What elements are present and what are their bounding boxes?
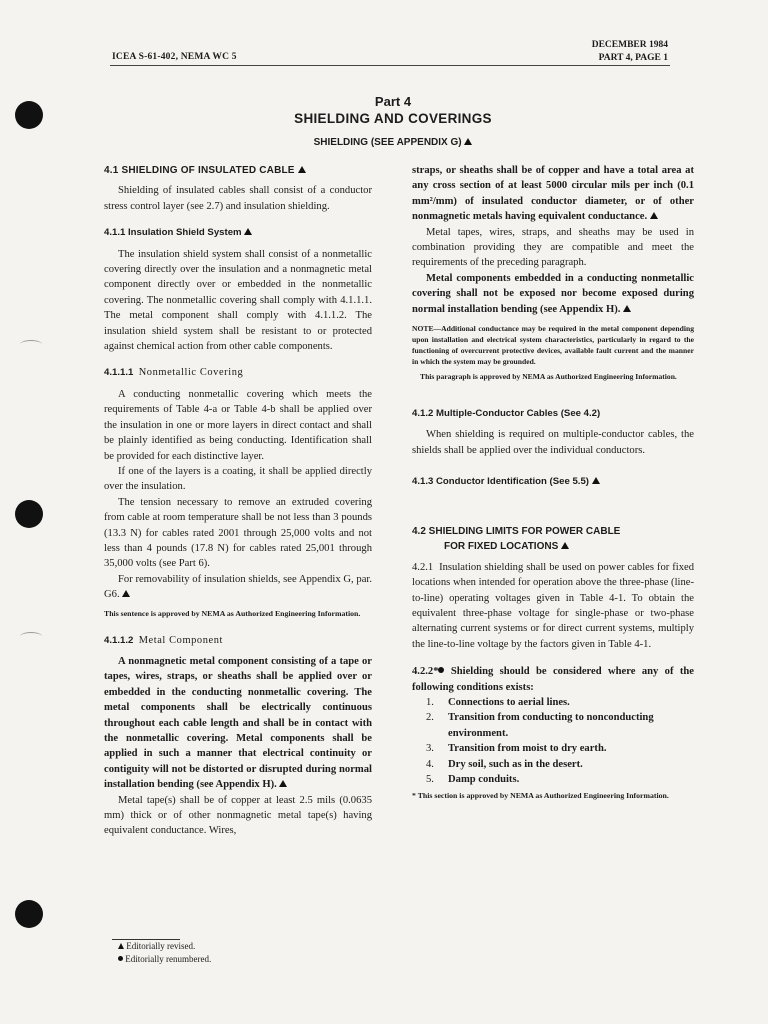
paragraph-text: Insulation shielding shall be used on power cables for fixed locations when intended for operation above the three-phase (line-to-line) operating voltages given in Table 4-1. To obtain the equivalent three-phase voltage for single-phase or two-phase alternating current systems or for direct current systems, multiply the line-to-line voltage by the factors given in Table 4-1. [412,561,694,650]
heading-text: 4.1.1 Insulation Shield System [104,227,242,239]
right-column [412,163,694,801]
section-4-1-3-heading [412,474,694,489]
asterisk: * [412,791,416,801]
section-4-1-1-1-heading [104,365,372,380]
section-4-1-1-heading [104,225,372,240]
note-text: This section is approved by NEMA as Authorized Engineering Information. [417,791,669,801]
list-item [426,772,694,787]
embedded-metal-text [412,271,694,317]
edge-mark [20,340,42,349]
paragraph-text: Metal components embedded in a conducting nonmetallic covering shall not be exposed nor become exposed during normal installation bending (see Appendix H). [412,272,694,315]
page-title: SHIELDING AND COVERINGS [294,111,492,126]
list-item [426,757,694,772]
triangle-icon [561,542,569,549]
edge-mark [20,632,42,641]
section-4-2-1-text [412,560,694,652]
footnote-text: Editorially revised. [126,941,196,951]
section-4-1-1-2-heading [104,633,372,648]
list-item [426,695,694,710]
nema-approval-note: This sentence is approved by NEMA as Authorized Engineering Information. [104,608,361,618]
triangle-icon [464,138,472,145]
list-number: 5. [426,773,434,785]
triangle-icon [298,166,306,173]
list-text: Transition from moist to dry earth. [448,743,607,755]
section-4-1-text: Shielding of insulated cables shall consist of a conductor stress control layer (see 2.7) and insulation shielding. [104,185,372,212]
footnote-text: Editorially renumbered. [125,954,212,964]
heading-text: Metal Component [138,634,224,646]
section-number: 4.2.2* [412,666,439,678]
triangle-icon [279,780,287,787]
heading-text: 4.1.3 Conductor Identification (See 5.5) [412,476,589,488]
section-4-1-1-1-p3: The tension necessary to remove an extruded covering from cable at room temperature shall be not less than 3 pounds (13.3 N) for cables rated 2001 through 25,000 volts and not less than 4 pounds (17.8 N) for cables rated 25,001 through 35,000 volts (see Part 6). [104,496,372,570]
list-number: 2. [426,712,434,724]
triangle-icon [118,943,124,949]
triangle-icon [623,305,631,312]
heading-text: 4.1 SHIELDING OF INSULATED CABLE [104,165,295,176]
footnote-rule [112,939,180,940]
section-number: 4.2.1 [412,561,434,573]
header-right [592,39,668,65]
heading-number: 4.1.1.2 [104,634,134,646]
note-approval: This paragraph is approved by NEMA as Authorized Engineering Information. [420,372,677,382]
section-4-1-1-1-p2: If one of the layers is a coating, it shall be applied directly over the insulation. [104,465,372,493]
heading-number: 4.1.1.1 [104,367,134,379]
header-left: ICEA S-61-402, NEMA WC 5 [112,52,237,62]
triangle-icon [122,590,130,597]
list-item [426,741,694,756]
bullet-dot-icon [438,667,444,673]
paragraph-text: A nonmagnetic metal component consisting of a tape or tapes, wires, straps, or sheaths shall be applied over or embedded in the conducting nonmetallic covering. The metal components shall be electrically continuous throughout each cable length and shall be in contact with the nonmetallic covering. Metal components shall be applied in such a manner that electrical continuity or contiguity will not be distorted or disrupted during normal installation bending (see Appendix H). [104,655,372,791]
section-4-2-2-text [412,664,694,695]
section-4-1-2-heading: 4.1.2 Multiple-Conductor Cables (See 4.2) [412,408,601,420]
section-4-2-heading-line2 [412,539,694,554]
list-text: Damp conduits. [448,773,520,785]
bullet-dot-icon [118,956,123,961]
paragraph-text: straps, or sheaths shall be of copper and have a total area at any cross section of at least 5000 circular mils per inch (0.1 mm²/mm) of insulated conductor diameter, or of other nonmagnetic metals having equivalent conductance. [412,165,694,223]
binder-hole-icon [15,900,43,928]
footnote-renumbered [118,954,211,964]
section-subtitle [0,137,768,148]
header-page: PART 4, PAGE 1 [598,53,668,63]
subtitle-text: SHIELDING (SEE APPENDIX G) [313,137,462,148]
section-4-2-heading-line1: 4.2 SHIELDING LIMITS FOR POWER CABLE [412,525,621,537]
triangle-icon [592,477,600,484]
conditions-list [412,695,694,787]
list-number: 4. [426,758,434,770]
header-date: DECEMBER 1984 [591,40,668,50]
footnote-revised [118,941,195,951]
continued-text [412,163,694,225]
list-item [426,710,694,741]
list-text: Transition from conducting to nonconducting environment. [448,712,654,739]
triangle-icon [244,228,252,235]
list-number: 3. [426,743,434,755]
paragraph-text: For removability of insulation shields, see Appendix G, par. G6. [104,573,372,601]
section-4-1-1-2-p1 [104,654,372,793]
section-4-2-heading [412,524,694,554]
paragraph-text: Shielding should be considered where any of the following conditions exists: [412,666,694,693]
section-4-1-1-1-p1: A conducting nonmetallic covering which meets the requirements of Table 4-a or Table 4-b shall be applied over the insulation in one or more layers in direct contact and shall be plainly identified as being conducting. Identification shall be provided for each distinctive layer. [104,388,372,462]
list-text: Dry soil, such as in the desert. [448,758,583,770]
header-rule [110,65,670,66]
note-text: NOTE—Additional conductance may be required in the metal component depending upon installation and electrical system characteristics, particularly in regard to the functioning of overcurrent protective devices, available fault current and the manner in which the system may be grounded. [412,324,694,367]
section-4-2-2-approval [412,790,694,801]
section-4-1-2-text: When shielding is required on multiple-conductor cables, the shields shall be applied over the individual conductors. [412,429,694,456]
section-4-1-1-1-p4 [104,572,372,603]
binder-hole-icon [15,500,43,528]
section-4-1-1-2-p2: Metal tape(s) shall be of copper at least 2.5 mils (0.0635 mm) thick or of other nonmagnetic metal tape(s) having equivalent conductance. Wires, [104,794,372,837]
section-4-1-1-text: The insulation shield system shall consist of a nonmetallic covering directly over the insulation and a nonmagnetic metal component directly over or embedded in the nonmetallic covering. The nonmetallic covering shall comply with 4.1.1.1. The metal component shall comply with 4.1.1.2. The insulation shield system shall be resistant to or protected against chemical action from other cable components. [104,248,372,353]
list-text: Connections to aerial lines. [448,696,570,708]
metal-combination-text: Metal tapes, wires, straps, and sheaths may be used in combination providing they are compatible and meet the requirements of the preceding paragraph. [412,226,694,269]
list-number: 1. [426,696,434,708]
heading-text: FOR FIXED LOCATIONS [444,540,559,552]
left-column [104,163,372,839]
part-label: Part 4 [374,94,412,109]
triangle-icon [650,212,658,219]
heading-text: Nonmetallic Covering [138,367,244,379]
section-4-1-heading [104,163,372,178]
